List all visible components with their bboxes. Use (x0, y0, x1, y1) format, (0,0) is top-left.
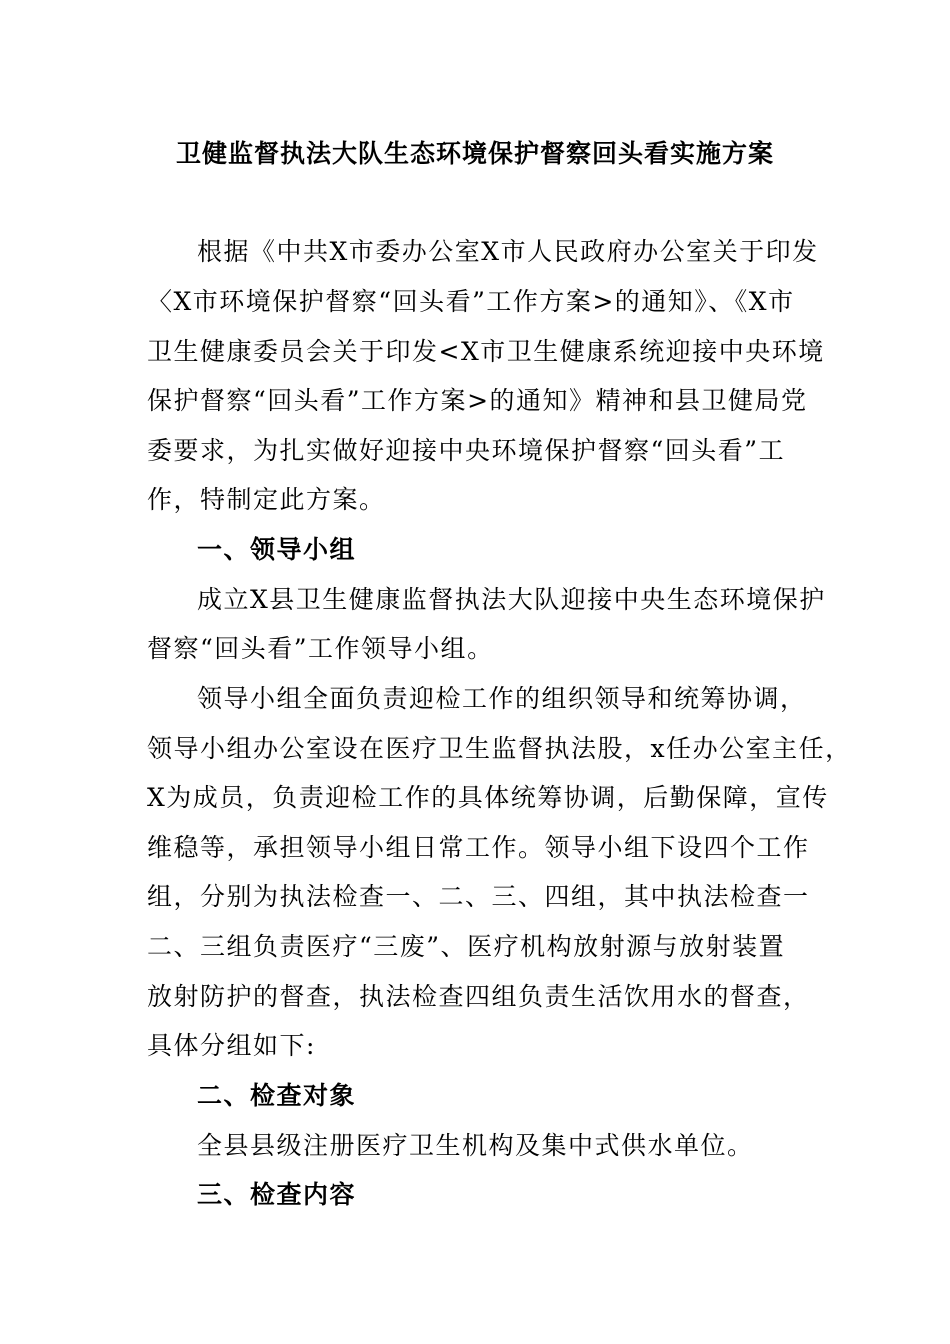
body-line: 领导小组全面负责迎检工作的组织领导和统筹协调， (197, 684, 807, 713)
body-line: 卫生健康委员会关于印发<X市卫生健康系统迎接中央环境 (147, 337, 825, 366)
body-line: 全县县级注册医疗卫生机构及集中式供水单位。 (197, 1131, 754, 1160)
body-line: 领导小组办公室设在医疗卫生监督执法股，x任办公室主任， (147, 734, 852, 763)
body-line: 放射防护的督查，执法检查四组负责生活饮用水的督查， (147, 982, 810, 1011)
section-heading: 三、检查内容 (197, 1180, 357, 1209)
body-line: X为成员，负责迎检工作的具体统筹协调，后勤保障，宣传 (147, 783, 829, 812)
body-line: 根据《中共X市委办公室X市人民政府办公室关于印发 (197, 237, 819, 266)
body-line: 作，特制定此方案。 (147, 485, 386, 514)
body-line: 督察“回头看”工作领导小组。 (147, 634, 494, 663)
section-heading: 一、领导小组 (197, 535, 357, 564)
body-line: 保护督察“回头看”工作方案>的通知》精神和县卫健局党 (147, 386, 808, 415)
body-line: 组，分别为执法检查一、二、三、四组，其中执法检查一 (147, 882, 810, 911)
document-title: 卫健监督执法大队生态环境保护督察回头看实施方案 (175, 139, 774, 168)
body-line: 委要求，为扎实做好迎接中央环境保护督察“回头看”工 (147, 436, 786, 465)
body-line: 具体分组如下: (147, 1031, 316, 1060)
body-line: 维稳等，承担领导小组日常工作。领导小组下设四个工作 (147, 833, 810, 862)
section-heading: 二、检查对象 (197, 1081, 357, 1110)
body-line: 成立X县卫生健康监督执法大队迎接中央生态环境保护 (197, 585, 826, 614)
body-line: 〈X市环境保护督察“回头看”工作方案>的通知》、《X市 (147, 287, 795, 316)
body-line: 二、三组负责医疗“三废”、医疗机构放射源与放射装置 (147, 932, 786, 961)
